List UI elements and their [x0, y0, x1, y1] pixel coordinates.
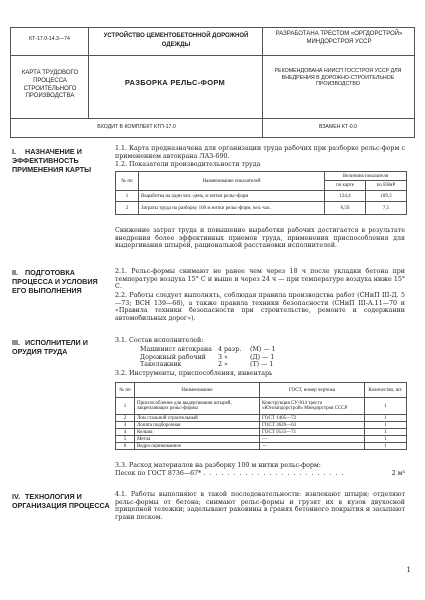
document-main-title: УСТРОЙСТВО ЦЕМЕНТОБЕТОННОЙ ДОРОЖНОЙ ОДЕЖДЫ — [103, 33, 249, 48]
s2-p2: 2.2. Работы следует выполнять, соблюдая правила производства работ (СНиП III-Д. 5—73; ВСН 139—68), а также правила техники безопасности (СНиП III-А.11—70 и «Правила техники безопасности при строительстве, ремонте и содержании автомобильных дорог»). — [115, 292, 405, 322]
replaces-note: ВЗАМЕН КТ-0.0 — [319, 124, 357, 130]
s2-p1: 2.1. Рельс-формы снимают не ранее чем через 18 ч после укладки бетона при температуре воздуха 15° С и выше и через 24 ч — при температуре воздуха ниже 15° С. — [115, 268, 405, 291]
s1-p2: 1.2. Показатели производительности труда — [115, 161, 261, 168]
header-block — [10, 27, 415, 138]
col-value: Величина показателя — [325, 172, 407, 181]
col-card: по карте — [325, 181, 366, 191]
included-in-set: ВХОДИТ В КОМПЛЕКТ КТП-17.0 — [97, 124, 176, 130]
table-row: 3 Лопата подборочная ГОСТ 3620—63 1 — [116, 422, 407, 429]
table-row: 4 Кельма ГОСТ 9533—71 1 — [116, 429, 407, 436]
recommendation-note: РЕКОМЕНДОВАНА НИИСП ГОССТРОЯ УССР ДЛЯ ВНЕДРЕНИЯ В ДОРОЖНО-СТРОИТЕЛЬНОЕ ПРОИЗВОДСТВО — [274, 68, 402, 88]
s3-p3: 3.3. Расход материалов на разборку 100 м нитки рельс-форм: — [115, 462, 321, 469]
col-qty: Количество, шт. — [365, 383, 407, 398]
table-row: 2 Лом стальной строительный ГОСТ 1405—72 1 — [116, 415, 407, 422]
productivity-table — [115, 171, 407, 215]
list-item: Такелажник 2 » (Т) — 1 — [140, 361, 274, 369]
table-row: 1 Выработка на один чел.-день, м нитки рельс-форм 124,4 109,3 — [116, 191, 407, 202]
section-1-title: I. НАЗНАЧЕНИЕ И ЭФФЕКТИВНОСТЬ ПРИМЕНЕНИЯ КАРТЫ — [12, 147, 92, 175]
page-number: 1 — [406, 566, 411, 574]
card-type: КАРТА ТРУДОВОГО ПРОЦЕССА СТРОИТЕЛЬНОГО ПРОИЗВОДСТВА — [21, 70, 79, 100]
s3-p2: 3.2. Инструменты, приспособления, инвентарь — [115, 370, 273, 377]
section-4-title: IV. ТЕХНОЛОГИЯ И ОРГАНИЗАЦИЯ ПРОЦЕССА — [12, 492, 110, 511]
col-enir: по ЕНиР — [366, 181, 407, 191]
document-code: КТ-17.0-14.3—74 — [29, 36, 70, 42]
col-gost: ГОСТ, номер чертежа — [260, 383, 365, 398]
section-2-title: II. ПОДГОТОВКА ПРОЦЕССА И УСЛОВИЯ ЕГО ВЫПОЛНЕНИЯ — [12, 268, 98, 296]
s4-p1: 4.1. Работы выполняют в такой последовательности: извлекают штыри; отделяют рельс-формы от бетона; снимают рельс-формы и грузят их в кузов двухосной прицепной тележки; заделывают раковины в гранях бетонного покрытия и засыпают грани песком. — [115, 491, 405, 521]
list-item: Машинист автокрана 4 разр. (М) — 1 — [140, 346, 276, 353]
s1-p1: 1.1. Карта предназначена для организации труда рабочих при разборке рельс-форм с применением автокрана ЛАЗ-690. — [115, 145, 405, 160]
s3-p1: 3.1. Состав исполнителей: — [115, 337, 204, 344]
list-item: Дорожный рабочий 3 » (Д) — 1 — [140, 353, 275, 361]
table-row: 5 Метла — 1 — [116, 436, 407, 443]
card-title: РАЗБОРКА РЕЛЬС-ФОРМ — [124, 78, 226, 87]
table-row: 6 Ведро оцинкованное — 1 — [116, 443, 407, 450]
sand-label: Песок по ГОСТ 8736—67* — [115, 470, 202, 477]
col-no: № пп — [116, 383, 135, 398]
col-name: Наименование — [135, 383, 260, 398]
sand-consumption: Песок по ГОСТ 8736—67* . . . . . . . . . . . . . . . . . . . . . . . . 2 м³ — [115, 470, 405, 477]
sand-value: 2 м³ — [391, 470, 405, 477]
col-name: Наименование показателей — [139, 172, 325, 191]
table-row: 1 Приспособление для выдергивания штырей, закрепляющих рельс-формы Конструкция СУ-814 треста «Югозапдорстрой» Миндорстроя СССР 1 — [116, 398, 407, 415]
developer-note: РАЗРАБОТАНА ТРЕСТОМ «ОРГДОРСТРОЙ» МИНДОРСТРОЯ УССР — [275, 31, 403, 45]
workers-list — [140, 346, 340, 369]
tools-table — [115, 382, 407, 450]
s1-p3: Снижение затрат труда и повышение выработки рабочих достигается в результате внедрения более эффективных приемов труда, применения приспособления для выдергивания штырей, рациональной расстановки исполнителей. — [115, 227, 405, 250]
section-3-title: III. ИСПОЛНИТЕЛИ И ОРУДИЯ ТРУДА — [12, 338, 88, 357]
table-row: 2 Затраты труда на разборку 100 м нитки рельс-форм, чел.-час. 6,59 7,5 — [116, 202, 407, 215]
col-no: № пп — [116, 172, 139, 191]
